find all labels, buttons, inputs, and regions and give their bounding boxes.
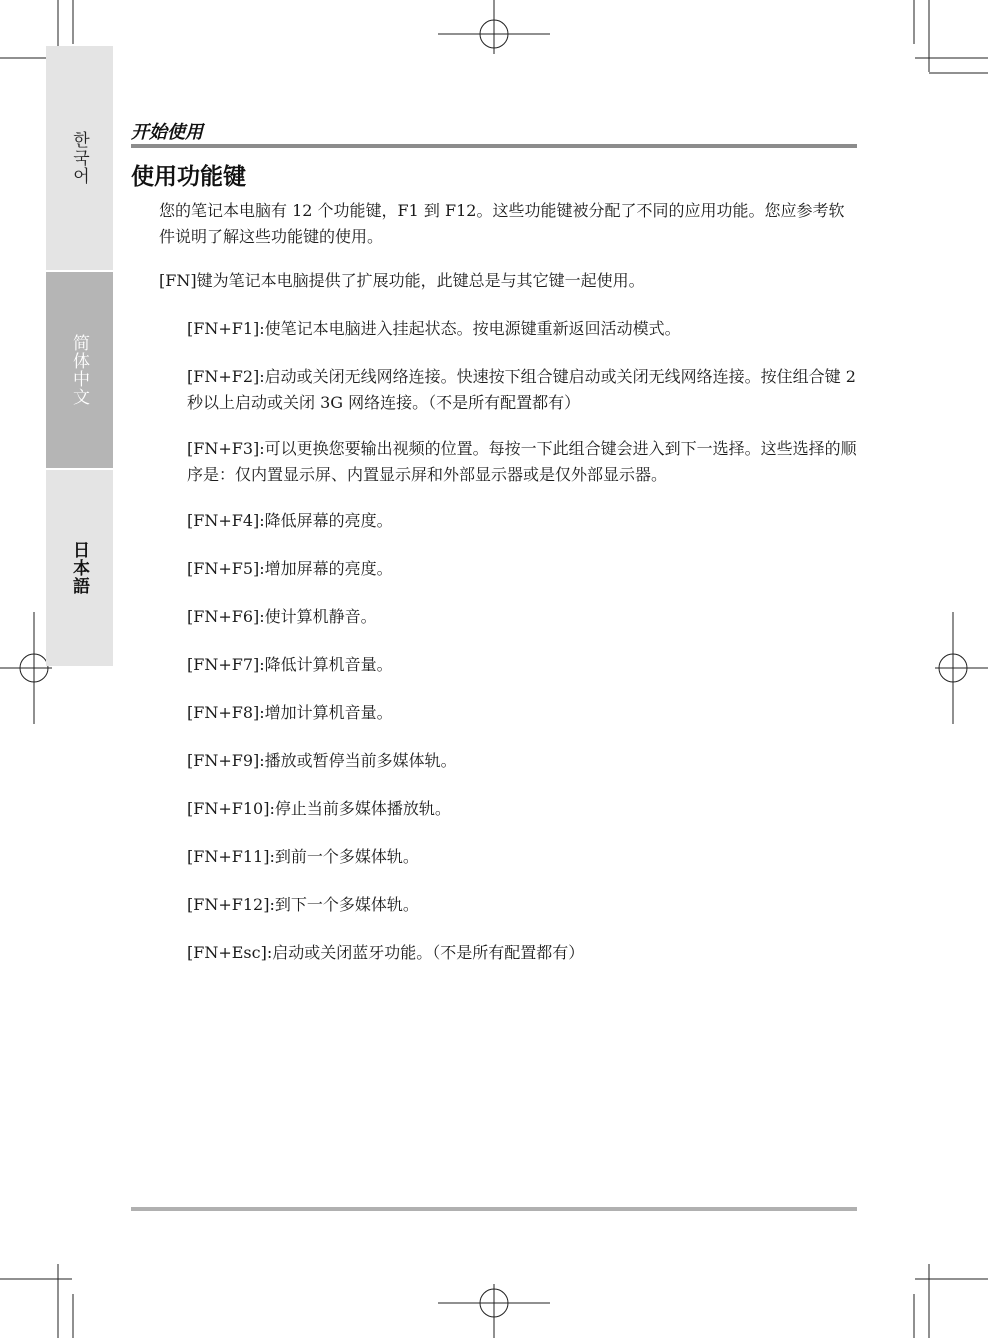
- language-tab-chinese[interactable]: [46, 272, 113, 468]
- section-header: 开始使用: [131, 122, 203, 143]
- page-title: 使用功能键: [131, 164, 246, 190]
- key-item-fn-esc: [FN+Esc]:启动或关闭蓝牙功能。（不是所有配置都有）: [187, 943, 585, 962]
- key-item-fn-f6: [FN+F6]:使计算机静音。: [187, 607, 377, 626]
- fn-key-note: [FN]键为笔记本电脑提供了扩展功能，此键总是与其它键一起使用。: [159, 271, 645, 290]
- intro-paragraph: 您的笔记本电脑有 12 个功能键，F1 到 F12。这些功能键被分配了不同的应用功能。您应参考软件说明了解这些功能键的使用。: [159, 201, 845, 246]
- language-tab-japanese-label: 日本語: [69, 541, 89, 595]
- key-item-fn-f10: [FN+F10]:停止当前多媒体播放轨。: [187, 799, 451, 818]
- key-item-fn-f3: [FN+F3]:可以更换您要输出视频的位置。每按一下此组合键会进入到下一选择。这些选择的顺序是：仅内置显示屏、内置显示屏和外部显示器或是仅外部显示器。: [187, 439, 857, 484]
- key-item-fn-f2: [FN+F2]:启动或关闭无线网络连接。快速按下组合键启动或关闭无线网络连接。按住组合键 2 秒以上启动或关闭 3G 网络连接。（不是所有配置都有）: [187, 367, 856, 412]
- language-tab-korean[interactable]: [46, 46, 113, 270]
- key-item-fn-f1: [FN+F1]:使笔记本电脑进入挂起状态。按电源键重新返回活动模式。: [187, 319, 681, 338]
- footer-rule: [131, 1207, 857, 1211]
- key-item-fn-f8: [FN+F8]:增加计算机音量。: [187, 703, 393, 722]
- header-rule: [131, 144, 857, 148]
- language-tab-chinese-label: 简体中文: [69, 334, 89, 406]
- language-tab-japanese[interactable]: [46, 470, 113, 666]
- key-item-fn-f4: [FN+F4]:降低屏幕的亮度。: [187, 511, 393, 530]
- key-item-fn-f5: [FN+F5]:增加屏幕的亮度。: [187, 559, 393, 578]
- language-tab-korean-label: 한국어: [69, 131, 89, 185]
- key-item-fn-f7: [FN+F7]:降低计算机音量。: [187, 655, 393, 674]
- key-item-fn-f11: [FN+F11]:到前一个多媒体轨。: [187, 847, 419, 866]
- key-item-fn-f9: [FN+F9]:播放或暂停当前多媒体轨。: [187, 751, 457, 770]
- key-item-fn-f12: [FN+F12]:到下一个多媒体轨。: [187, 895, 419, 914]
